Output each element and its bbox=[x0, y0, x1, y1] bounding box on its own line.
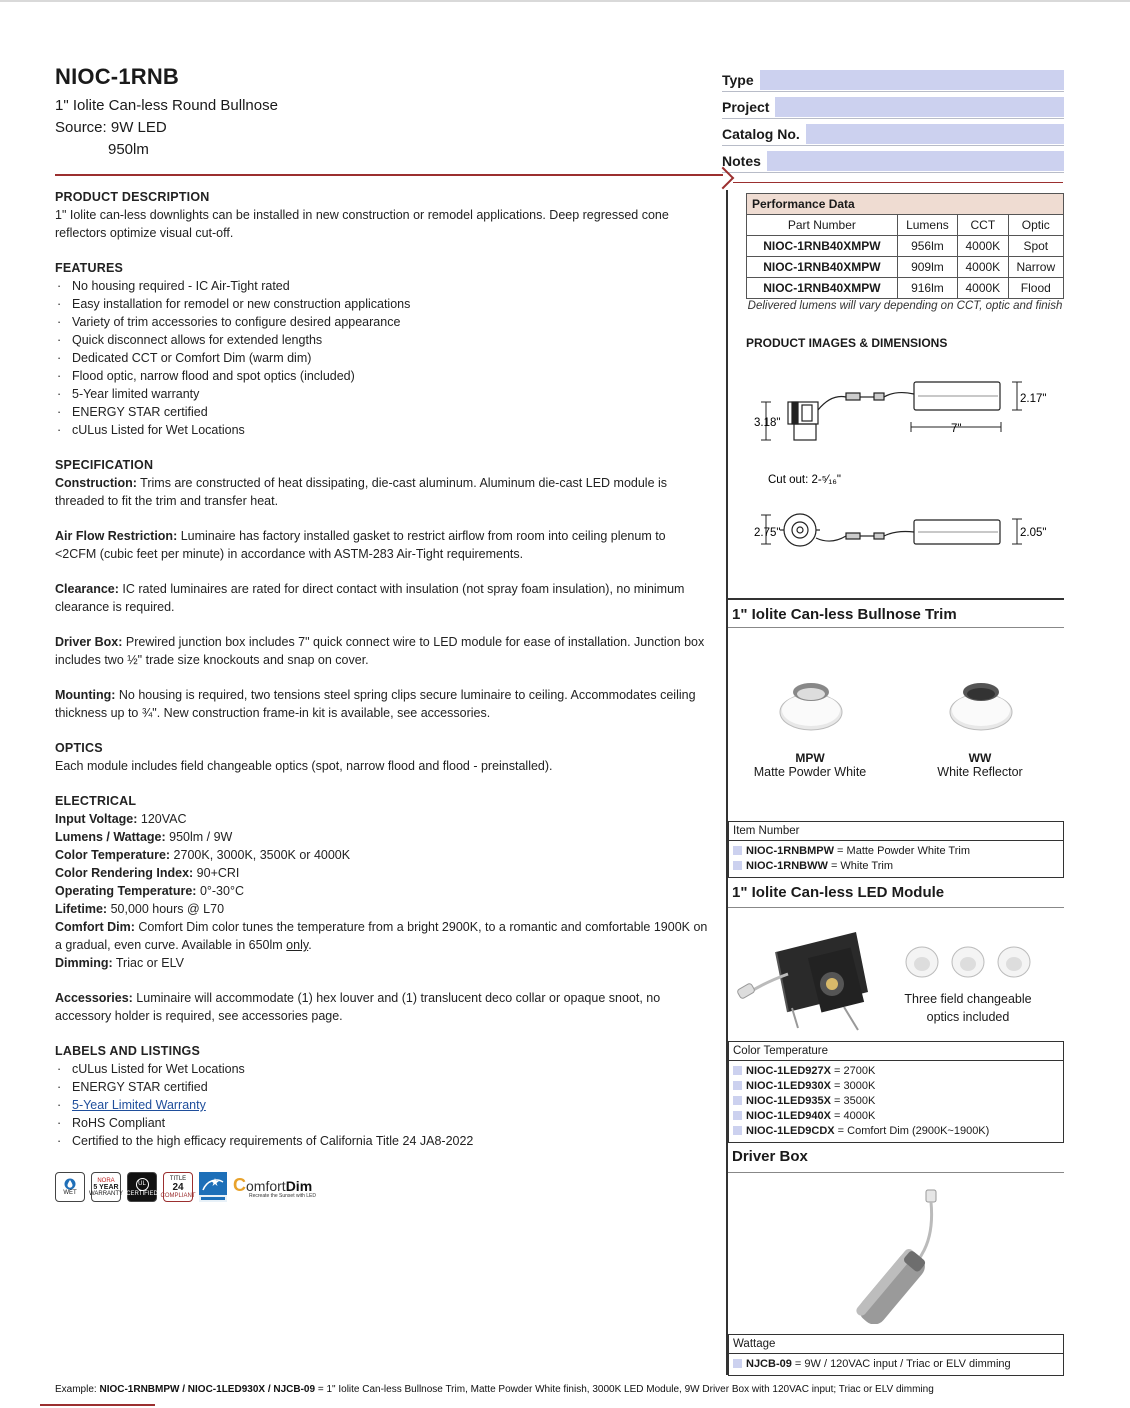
list-item bbox=[733, 1094, 1059, 1109]
list-item: · Quick disconnect allows for extended lengths bbox=[55, 331, 710, 349]
optics-image bbox=[902, 940, 1036, 980]
type-field bbox=[722, 69, 1064, 92]
accessories-row bbox=[55, 989, 710, 1025]
checkbox-square-icon bbox=[733, 1126, 742, 1135]
elec-value: 2700K, 3000K, 3500K or 4000K bbox=[170, 848, 351, 862]
list-item: · cULus Listed for Wet Locations bbox=[55, 421, 710, 439]
list-item bbox=[733, 1109, 1059, 1124]
item-desc: = Matte Powder White Trim bbox=[834, 845, 971, 857]
spec-value: No housing is required, two tensions steel spring clips secure luminaire to ceiling. Accommodates ceiling thickness up to ¾". New construction frame-in kit is available, see accessories. bbox=[55, 688, 696, 720]
elec-key: Operating Temperature: bbox=[55, 884, 197, 898]
checkbox-square-icon bbox=[733, 1111, 742, 1120]
checkbox-square-icon bbox=[733, 1066, 742, 1075]
catalog-input[interactable] bbox=[806, 124, 1064, 144]
type-input[interactable] bbox=[760, 70, 1064, 90]
driver-section-title: Driver Box bbox=[732, 1148, 808, 1165]
warranty-link[interactable]: 5-Year Limited Warranty bbox=[72, 1098, 206, 1112]
cell-lumens: 909lm bbox=[897, 257, 957, 278]
list-item bbox=[733, 1064, 1059, 1079]
cell-optic: Spot bbox=[1008, 236, 1063, 257]
ww-trim-image bbox=[946, 676, 1016, 732]
ul-certified-badge bbox=[127, 1172, 157, 1202]
example-description: = 1" Iolite Can-less Bullnose Trim, Matte Powder White finish, 3000K LED Module, 9W Driver Box with 120VAC input; Triac or ELV dimming bbox=[315, 1384, 934, 1395]
spec-form bbox=[722, 69, 1064, 177]
performance-table bbox=[746, 193, 1064, 299]
item-number-box bbox=[728, 821, 1064, 878]
item-code: NIOC-1RNBMPW bbox=[746, 845, 834, 857]
optics-caption bbox=[886, 990, 1050, 1026]
comfort-dim-row bbox=[55, 918, 710, 954]
dimming-row bbox=[55, 954, 710, 972]
catalog-field bbox=[722, 123, 1064, 146]
cell-lumens: 956lm bbox=[897, 236, 957, 257]
elec-key: Input Voltage: bbox=[55, 812, 138, 826]
optics-caption-line2: optics included bbox=[926, 1010, 1010, 1024]
item-desc: = 4000K bbox=[830, 1110, 876, 1122]
project-label: Project bbox=[722, 99, 770, 115]
project-field bbox=[722, 96, 1064, 119]
wattage-box bbox=[728, 1334, 1064, 1376]
features-heading: FEATURES bbox=[55, 261, 124, 275]
item-code: NIOC-1LED927X bbox=[746, 1065, 831, 1077]
optics-text: Each module includes field changeable optics (spot, narrow flood and flood - preinstalled). bbox=[55, 759, 553, 773]
spec-value: Prewired junction box includes 7" quick connect wire to LED module for ease of installation. Junction box includes two ½" trade size knockouts and snap on cover. bbox=[55, 635, 705, 667]
checkbox-square-icon bbox=[733, 1359, 742, 1368]
item-number-heading: Item Number bbox=[729, 822, 1063, 841]
elec-row bbox=[55, 900, 710, 918]
table-row bbox=[747, 257, 1064, 278]
item-desc: = 9W / 120VAC input / Triac or ELV dimming bbox=[791, 1358, 1011, 1370]
comfort-dim-word: omfort bbox=[246, 1178, 286, 1194]
elec-key: Color Temperature: bbox=[55, 848, 171, 862]
product-subtitle: 1" Iolite Can-less Round Bullnose bbox=[55, 97, 278, 114]
comfort-dim-dim: Dim bbox=[285, 1178, 313, 1194]
elec-row bbox=[55, 882, 710, 900]
list-item: · ENERGY STAR certified bbox=[55, 1078, 710, 1096]
comfort-key: Comfort Dim: bbox=[55, 920, 135, 934]
table-header-row bbox=[747, 215, 1064, 236]
accessories-key: Accessories: bbox=[55, 991, 133, 1005]
product-lumens: 950lm bbox=[108, 141, 149, 158]
header-rule-right bbox=[733, 182, 1063, 183]
performance-title: Performance Data bbox=[747, 194, 1064, 215]
trim-mpw bbox=[730, 751, 890, 779]
spec-mounting bbox=[55, 686, 710, 722]
accessories-value: Luminaire will accommodate (1) hex louver and (1) translucent deco collar or opaque snoot, no accessory holder is required, see accessories page. bbox=[55, 991, 661, 1023]
list-item bbox=[729, 1354, 1063, 1375]
table-row bbox=[747, 236, 1064, 257]
title24-compliant: COMPLIANT bbox=[160, 1192, 196, 1199]
item-code: NIOC-1LED9CDX bbox=[746, 1125, 835, 1137]
module-section-rule bbox=[728, 907, 1064, 908]
list-item: · No housing required - IC Air-Tight rated bbox=[55, 277, 710, 295]
item-code: NIOC-1LED930X bbox=[746, 1080, 831, 1092]
list-item bbox=[733, 859, 1059, 874]
dim-height-4: 2.05" bbox=[1020, 527, 1047, 539]
features-list bbox=[55, 277, 710, 439]
nora-label: NORA bbox=[97, 1177, 115, 1184]
ul-certified-text: CERTIFIED bbox=[126, 1190, 158, 1197]
spec-key: Construction: bbox=[55, 476, 137, 490]
checkbox-square-icon bbox=[733, 846, 742, 855]
list-item: · Flood optic, narrow flood and spot optics (included) bbox=[55, 367, 710, 385]
module-top-view bbox=[780, 514, 1000, 546]
checkbox-square-icon bbox=[733, 1081, 742, 1090]
cell-part: NIOC-1RNB40XMPW bbox=[747, 236, 898, 257]
example-prefix: Example: bbox=[55, 1384, 100, 1395]
images-heading: PRODUCT IMAGES & DIMENSIONS bbox=[746, 336, 948, 350]
nora-warranty: WARRANTY bbox=[88, 1190, 124, 1197]
notes-label: Notes bbox=[722, 153, 761, 169]
item-desc: = White Trim bbox=[827, 860, 893, 872]
dimension-drawing bbox=[746, 370, 1064, 560]
wet-label: WET bbox=[63, 1190, 77, 1196]
cell-cct: 4000K bbox=[958, 257, 1009, 278]
performance-note: Delivered lumens will vary depending on CCT, optic and finish bbox=[747, 300, 1063, 312]
color-temperature-heading: Color Temperature bbox=[729, 1042, 1063, 1061]
labels-list bbox=[55, 1060, 710, 1150]
elec-row bbox=[55, 828, 710, 846]
col-cct: CCT bbox=[958, 215, 1009, 236]
list-item: · Easy installation for remodel or new construction applications bbox=[55, 295, 710, 313]
comfort-value: Comfort Dim color tunes the temperature from a bright 2900K, to a romantic and comfortable 1900K on a gradual, even curve. Available in 650lm bbox=[55, 920, 708, 952]
trim-name: Matte Powder White bbox=[753, 765, 867, 779]
type-label: Type bbox=[722, 72, 754, 88]
dim-height-1: 3.18" bbox=[754, 417, 781, 429]
spec-key: Driver Box: bbox=[55, 635, 123, 649]
certification-badges bbox=[55, 1172, 316, 1202]
col-part-number: Part Number bbox=[747, 215, 898, 236]
title24-label: TITLE bbox=[169, 1175, 187, 1182]
product-title: NIOC-1RNB bbox=[55, 64, 180, 89]
spec-driver-box bbox=[55, 633, 710, 669]
list-item bbox=[733, 1124, 1059, 1139]
ul-logo: UL bbox=[136, 1178, 149, 1191]
elec-value: 0°-30°C bbox=[196, 884, 244, 898]
trim-code: MPW bbox=[795, 751, 825, 765]
cell-lumens: 916lm bbox=[897, 278, 957, 299]
top-border bbox=[0, 0, 1130, 2]
elec-row bbox=[55, 810, 710, 828]
dim-height-3: 2.75" bbox=[754, 527, 781, 539]
elec-value: 120VAC bbox=[137, 812, 187, 826]
trim-ww bbox=[900, 751, 1060, 779]
example-codes: NIOC-1RNBMPW / NIOC-1LED930X / NJCB-09 bbox=[99, 1384, 316, 1395]
spec-clearance bbox=[55, 580, 710, 616]
notes-field bbox=[722, 150, 1064, 173]
list-item bbox=[733, 1079, 1059, 1094]
labels-heading: LABELS AND LISTINGS bbox=[55, 1044, 201, 1058]
spec-key: Clearance: bbox=[55, 582, 119, 596]
item-desc: = 2700K bbox=[830, 1065, 876, 1077]
comfort-only: only bbox=[286, 938, 309, 952]
product-source: Source: 9W LED bbox=[55, 119, 167, 136]
spec-airflow bbox=[55, 527, 710, 563]
list-item: · Certified to the high efficacy requirements of California Title 24 JA8-2022 bbox=[55, 1132, 710, 1150]
comfort-end: . bbox=[308, 938, 312, 952]
energy-star-icon bbox=[199, 1172, 227, 1202]
item-desc: = 3500K bbox=[830, 1095, 876, 1107]
header-rule bbox=[55, 174, 723, 176]
comfort-dim-tagline: Recreate the Sunset with LED bbox=[249, 1193, 316, 1199]
cell-cct: 4000K bbox=[958, 278, 1009, 299]
elec-row bbox=[55, 864, 710, 882]
checkbox-square-icon bbox=[733, 861, 742, 870]
dim-height-2: 2.17" bbox=[1020, 393, 1047, 405]
project-input[interactable] bbox=[775, 97, 1064, 117]
nora-warranty-badge bbox=[88, 1172, 124, 1202]
trim-section-rule bbox=[728, 627, 1064, 628]
item-code: NIOC-1RNBWW bbox=[746, 860, 828, 872]
item-code: NJCB-09 bbox=[746, 1358, 792, 1370]
cell-part: NIOC-1RNB40XMPW bbox=[747, 278, 898, 299]
module-side-view bbox=[788, 382, 1000, 440]
cell-part: NIOC-1RNB40XMPW bbox=[747, 257, 898, 278]
list-item: · RoHS Compliant bbox=[55, 1114, 710, 1132]
elec-row bbox=[55, 846, 710, 864]
comfort-dim-c: C bbox=[233, 1175, 246, 1195]
spec-key: Air Flow Restriction: bbox=[55, 529, 178, 543]
driver-section-rule bbox=[728, 1172, 1064, 1173]
trim-code: WW bbox=[968, 751, 992, 765]
list-item: · Variety of trim accessories to configure desired appearance bbox=[55, 313, 710, 331]
list-item: · Dedicated CCT or Comfort Dim (warm dim) bbox=[55, 349, 710, 367]
elec-value: 950lm / 9W bbox=[165, 830, 233, 844]
title-24-badge bbox=[160, 1172, 196, 1202]
col-optic: Optic bbox=[1008, 215, 1063, 236]
electrical-heading: ELECTRICAL bbox=[55, 794, 137, 808]
product-subtitle-block bbox=[55, 95, 278, 161]
driver-box-image bbox=[830, 1184, 950, 1324]
comfort-dim-logo bbox=[233, 1175, 316, 1199]
led-module-image bbox=[736, 912, 876, 1034]
ordering-example bbox=[55, 1384, 934, 1395]
wattage-heading: Wattage bbox=[729, 1335, 1063, 1354]
trim-name: White Reflector bbox=[937, 765, 1023, 779]
spec-value: Trims are constructed of heat dissipating, die-cast aluminum. Aluminum die-cast LED module is threaded to fit the trim and transfer heat. bbox=[55, 476, 668, 508]
spec-value: IC rated luminaires are rated for direct contact with insulation (not spray foam insulation), no minimum clearance is required. bbox=[55, 582, 685, 614]
cell-optic: Flood bbox=[1008, 278, 1063, 299]
elec-key: Lifetime: bbox=[55, 902, 108, 916]
left-column bbox=[55, 188, 710, 1150]
item-desc: = Comfort Dim (2900K~1900K) bbox=[834, 1125, 990, 1137]
description-heading: PRODUCT DESCRIPTION bbox=[55, 190, 210, 204]
spec-value: Luminaire has factory installed gasket to restrict airflow from room into ceiling plenum to <2CFM (cubic feet per minute) in accordance with ASTM-283 Air-Tight requirements. bbox=[55, 529, 666, 561]
optics-heading: OPTICS bbox=[55, 741, 103, 755]
item-code: NIOC-1LED940X bbox=[746, 1110, 831, 1122]
mpw-trim-image bbox=[776, 676, 846, 732]
dim-length: 7" bbox=[951, 423, 962, 435]
list-item bbox=[733, 844, 1059, 859]
list-item bbox=[55, 1096, 710, 1114]
list-item: · ENERGY STAR certified bbox=[55, 403, 710, 421]
dimming-value: Triac or ELV bbox=[112, 956, 184, 970]
table-row bbox=[747, 278, 1064, 299]
catalog-label: Catalog No. bbox=[722, 126, 800, 142]
cell-cct: 4000K bbox=[958, 236, 1009, 257]
elec-key: Color Rendering Index: bbox=[55, 866, 194, 880]
item-code: NIOC-1LED935X bbox=[746, 1095, 831, 1107]
dim-cutout: Cut out: 2-⁵⁄₁₆" bbox=[768, 474, 841, 486]
optics-caption-line1: Three field changeable bbox=[904, 992, 1032, 1006]
list-item: · cULus Listed for Wet Locations bbox=[55, 1060, 710, 1078]
module-section-title: 1" Iolite Can-less LED Module bbox=[732, 884, 945, 901]
elec-value: 50,000 hours @ L70 bbox=[107, 902, 225, 916]
color-temperature-box bbox=[728, 1041, 1064, 1143]
specification-heading: SPECIFICATION bbox=[55, 458, 154, 472]
nora-years: 5 YEAR bbox=[93, 1183, 119, 1191]
water-drop-icon bbox=[64, 1178, 76, 1190]
description-text: 1" Iolite can-less downlights can be installed in new construction or remodel applications. Deep regressed cone reflectors optimize visual cut-off. bbox=[55, 208, 669, 240]
title24-number: 24 bbox=[172, 1181, 184, 1193]
elec-value: 90+CRI bbox=[193, 866, 240, 880]
wet-location-badge bbox=[55, 1172, 85, 1202]
list-item: · 5-Year limited warranty bbox=[55, 385, 710, 403]
column-divider bbox=[726, 190, 728, 1375]
col-lumens: Lumens bbox=[897, 215, 957, 236]
item-desc: = 3000K bbox=[830, 1080, 876, 1092]
notes-input[interactable] bbox=[767, 151, 1064, 171]
spec-key: Mounting: bbox=[55, 688, 116, 702]
spec-construction bbox=[55, 474, 710, 510]
checkbox-square-icon bbox=[733, 1096, 742, 1105]
elec-key: Lumens / Wattage: bbox=[55, 830, 166, 844]
cell-optic: Narrow bbox=[1008, 257, 1063, 278]
footer-rule bbox=[40, 1404, 155, 1406]
trim-section-title: 1" Iolite Can-less Bullnose Trim bbox=[728, 598, 1064, 623]
dimming-key: Dimming: bbox=[55, 956, 113, 970]
